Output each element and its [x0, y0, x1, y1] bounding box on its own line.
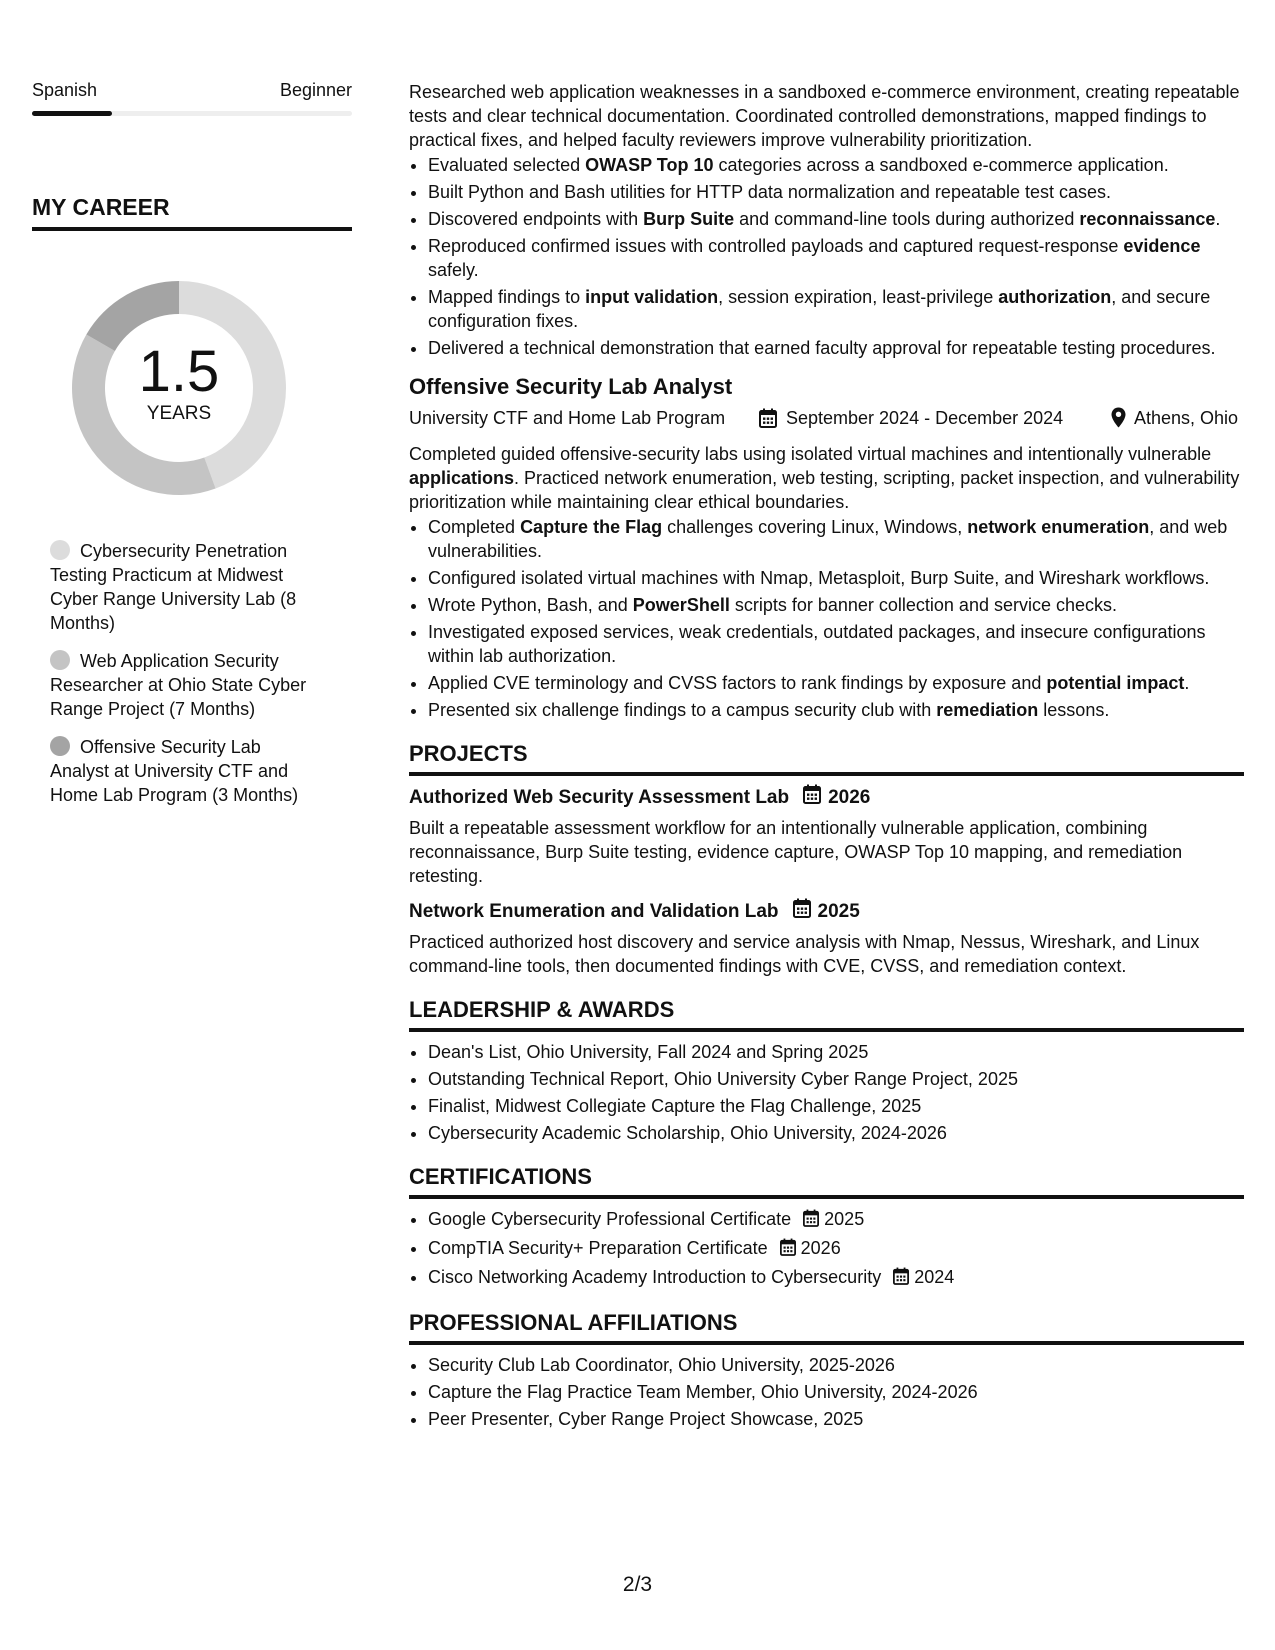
job-location-text: Athens, Ohio: [1134, 408, 1239, 428]
career-legend-item: [50, 539, 320, 635]
career-legend: [50, 539, 320, 807]
job-meta: [409, 406, 1244, 434]
experience-summary: Researched web application weaknesses in a sandboxed e-commerce environment, creating repeatable tests and clear technical documentation. Coordinated controlled demonstrations, mapped findings to practical fixes, and helped faculty reviewers improve vulnerability prioritization.: [409, 82, 1240, 150]
experience-bullet: • Wrote Python, Bash, and PowerShell scripts for banner collection and service checks.: [428, 593, 1244, 617]
experience-entry-2: [409, 372, 1244, 722]
career-total-unit: YEARS: [146, 403, 212, 424]
calendar-icon: [759, 408, 777, 434]
award-item: • Finalist, Midwest Collegiate Capture the Flag Challenge, 2025: [428, 1094, 1244, 1118]
project-title-row: [409, 898, 1244, 926]
leadership-list: [409, 1040, 1244, 1145]
calendar-icon: [893, 1267, 909, 1291]
certifications-section-title: CERTIFICATIONS: [409, 1163, 1244, 1199]
affiliations-section-title: PROFESSIONAL AFFILIATIONS: [409, 1309, 1244, 1345]
certifications-section: [409, 1163, 1244, 1291]
job-dates: [759, 406, 1111, 434]
experience-bullets: [409, 153, 1244, 360]
projects-section-title: PROJECTS: [409, 740, 1244, 776]
job-location: [1111, 406, 1241, 434]
experience-bullet: • Configured isolated virtual machines with Nmap, Metasploit, Burp Suite, and Wireshark workflows.: [428, 566, 1244, 590]
experience-bullet: • Mapped findings to input validation, session expiration, least-privilege authorization, and secure configuration fixes.: [428, 285, 1244, 333]
affiliations-list: [409, 1353, 1244, 1431]
calendar-icon: [780, 1238, 796, 1262]
project-name: Network Enumeration and Validation Lab: [409, 901, 779, 922]
language-proficiency-bar: [32, 111, 352, 116]
experience-bullet: • Evaluated selected OWASP Top 10 categories across a sandboxed e-commerce application.: [428, 153, 1244, 177]
affiliation-item: • Security Club Lab Coordinator, Ohio University, 2025-2026: [428, 1353, 1244, 1377]
experience-bullets: [409, 515, 1244, 722]
award-item: • Dean's List, Ohio University, Fall 2024 and Spring 2025: [428, 1040, 1244, 1064]
main-content: [409, 80, 1244, 1434]
language-entry: [32, 80, 352, 116]
project-year: 2025: [817, 901, 860, 922]
experience-bullet: • Reproduced confirmed issues with controlled payloads and captured request-response evidence safely.: [428, 234, 1244, 282]
career-section-title: MY CAREER: [32, 194, 352, 231]
language-name: Spanish: [32, 80, 98, 100]
certification-name: CompTIA Security+ Preparation Certificate: [428, 1238, 768, 1258]
affiliation-item: • Peer Presenter, Cyber Range Project Showcase, 2025: [428, 1407, 1244, 1431]
certification-item: [428, 1207, 1244, 1233]
legend-color-dot: [50, 650, 70, 670]
experience-bullet: • Completed Capture the Flag challenges covering Linux, Windows, network enumeration, and web vulnerabilities.: [428, 515, 1244, 563]
legend-label: Offensive Security Lab Analyst at University CTF and Home Lab Program (3 Months): [50, 737, 299, 805]
language-proficiency-fill: [32, 111, 112, 116]
job-dates-text: September 2024 - December 2024: [786, 408, 1064, 428]
project-description: Built a repeatable assessment workflow for an intentionally vulnerable application, combining reconnaissance, Burp Suite testing, evidence capture, OWASP Top 10 mapping, and remediation retesting.: [409, 818, 1183, 886]
legend-color-dot: [50, 540, 70, 560]
certification-item: [428, 1236, 1244, 1262]
career-legend-item: [50, 649, 320, 721]
affiliations-section: [409, 1309, 1244, 1431]
leadership-section-title: LEADERSHIP & AWARDS: [409, 996, 1244, 1032]
projects-section: [409, 740, 1244, 978]
career-total-value: 1.5: [138, 339, 220, 404]
experience-bullet: • Applied CVE terminology and CVSS factors to rank findings by exposure and potential impact.: [428, 671, 1244, 695]
legend-label: Cybersecurity Penetration Testing Practicum at Midwest Cyber Range University Lab (8 Months): [50, 541, 297, 633]
experience-entry-1: [409, 80, 1244, 360]
certification-name: Cisco Networking Academy Introduction to Cybersecurity: [428, 1267, 882, 1287]
experience-bullet: • Presented six challenge findings to a campus security club with remediation lessons.: [428, 698, 1244, 722]
certification-year: 2025: [824, 1209, 865, 1229]
project-entry: [409, 784, 1244, 888]
experience-summary: Completed guided offensive-security labs using isolated virtual machines and intentionally vulnerable applications. Practiced network enumeration, web testing, scripting, packet inspection, and vulnerability prioritization while maintaining clear ethical boundaries.: [409, 444, 1240, 512]
experience-bullet: • Delivered a technical demonstration that earned faculty approval for repeatable testing procedures.: [428, 336, 1244, 360]
experience-bullet: • Built Python and Bash utilities for HTTP data normalization and repeatable test cases.: [428, 180, 1244, 204]
page-number: 2/3: [622, 1573, 653, 1596]
project-entry: [409, 898, 1244, 978]
certification-name: Google Cybersecurity Professional Certificate: [428, 1209, 792, 1229]
experience-bullet: • Discovered endpoints with Burp Suite and command-line tools during authorized reconnaissance.: [428, 207, 1244, 231]
certifications-list: [409, 1207, 1244, 1291]
calendar-icon: [793, 898, 811, 926]
project-name: Authorized Web Security Assessment Lab: [409, 787, 790, 808]
certification-item: [428, 1265, 1244, 1291]
project-title-row: [409, 784, 1244, 812]
project-year: 2026: [828, 787, 871, 808]
award-item: • Outstanding Technical Report, Ohio University Cyber Range Project, 2025: [428, 1067, 1244, 1091]
legend-color-dot: [50, 736, 70, 756]
map-pin-icon: [1111, 407, 1126, 434]
sidebar: [32, 80, 352, 821]
career-legend-item: [50, 735, 320, 807]
project-description: Practiced authorized host discovery and service analysis with Nmap, Nessus, Wireshark, and Linux command-line tools, then documented findings with CVE, CVSS, and remediation context.: [409, 932, 1200, 976]
job-organization: University CTF and Home Lab Program: [409, 408, 726, 428]
experience-bullet: • Investigated exposed services, weak credentials, outdated packages, and insecure configurations within lab authorization.: [428, 620, 1244, 668]
certification-year: 2026: [800, 1238, 841, 1258]
award-item: • Cybersecurity Academic Scholarship, Ohio University, 2024-2026: [428, 1121, 1244, 1145]
job-title: Offensive Security Lab Analyst: [409, 374, 733, 399]
affiliation-item: • Capture the Flag Practice Team Member, Ohio University, 2024-2026: [428, 1380, 1244, 1404]
calendar-icon: [803, 784, 821, 812]
legend-label: Web Application Security Researcher at Ohio State Cyber Range Project (7 Months): [50, 651, 307, 719]
career-donut-chart: [64, 273, 294, 503]
language-level: Beginner: [279, 80, 352, 100]
leadership-section: [409, 996, 1244, 1145]
calendar-icon: [803, 1209, 819, 1233]
certification-year: 2024: [914, 1267, 955, 1287]
